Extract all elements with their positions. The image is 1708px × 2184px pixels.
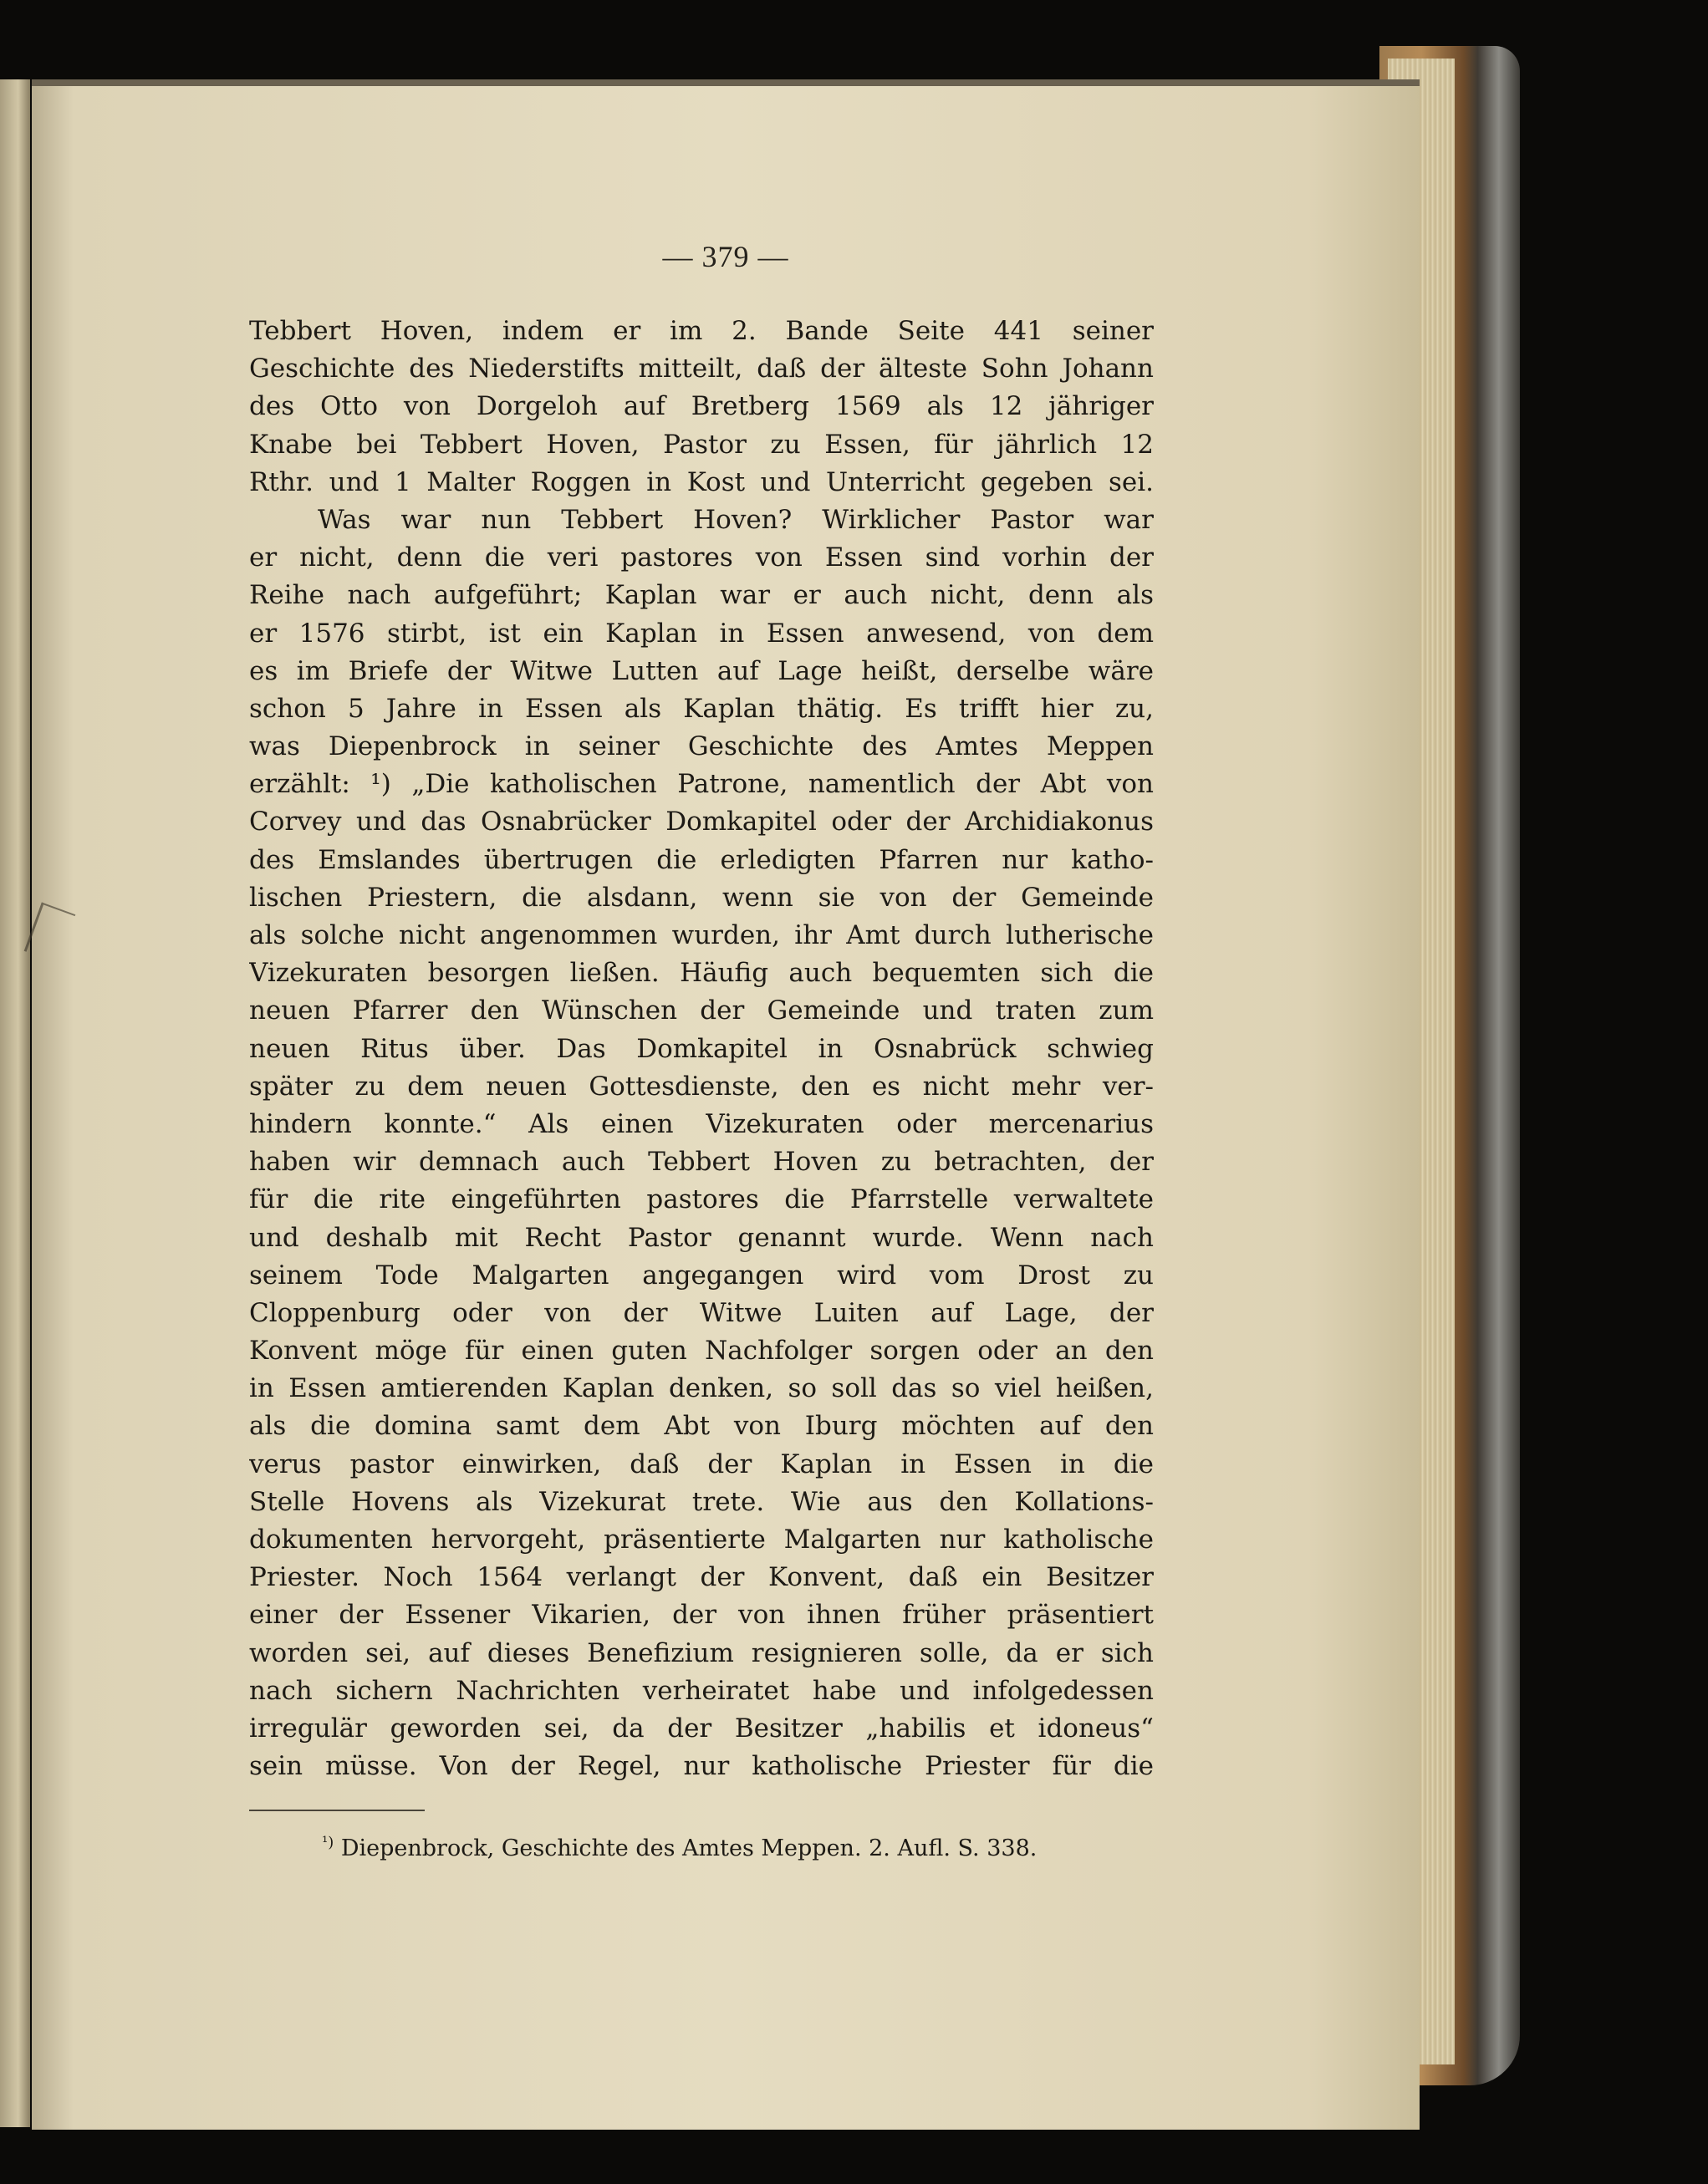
footnote: [322, 1826, 1158, 1866]
text-line: er 1576 stirbt, ist ein Kaplan in Essen anwesend, von dem: [249, 618, 1154, 649]
text-line: erzählt: ¹) „Die katholischen Patrone, namentlich der Abt von: [249, 769, 1154, 800]
text-line: verus pastor einwirken, daß der Kaplan in Essen in die: [249, 1448, 1154, 1479]
text-line: des Emslandes übertrugen die erledigten Pfarren nur katho-: [249, 844, 1154, 875]
text-line: lischen Priestern, die alsdann, wenn sie von der Gemeinde: [249, 882, 1154, 913]
text-line: Priester. Noch 1564 verlangt der Konvent, daß ein Besitzer: [249, 1562, 1154, 1593]
text-line: Geschichte des Niederstifts mitteilt, daß der älteste Sohn Johann: [249, 354, 1154, 384]
text-line: Knabe bei Tebbert Hoven, Pastor zu Essen, für jährlich 12: [249, 429, 1154, 460]
text-line: in Essen amtierenden Kaplan denken, so soll das so viel heißen,: [249, 1373, 1154, 1404]
footnote-rule: [249, 1810, 425, 1811]
text-line: Konvent möge für einen guten Nachfolger sorgen oder an den: [249, 1336, 1154, 1367]
text-line: es im Briefe der Witwe Lutten auf Lage heißt, derselbe wäre: [249, 655, 1154, 686]
text-line: haben wir demnach auch Tebbert Hoven zu betrachten, der: [249, 1147, 1154, 1178]
text-line: für die rite eingeführten pastores die Pfarrstelle verwaltete: [249, 1184, 1154, 1215]
text-line: einer der Essener Vikarien, der von ihnen früher präsentiert: [249, 1600, 1154, 1631]
text-line: Tebbert Hoven, indem er im 2. Bande Seite 441 seiner: [249, 316, 1154, 346]
text-line: was Diepenbrock in seiner Geschichte des Amtes Meppen: [249, 731, 1154, 762]
text-line: später zu dem neuen Gottesdienste, den es nicht mehr ver-: [249, 1071, 1154, 1102]
text-line: Reihe nach aufgeführt; Kaplan war er auch nicht, denn als: [249, 580, 1154, 611]
footnote-marker: ¹): [322, 1834, 334, 1851]
text-line: des Otto von Dorgeloh auf Bretberg 1569 als 12 jähriger: [249, 391, 1154, 422]
left-page-edge: [0, 79, 30, 2127]
text-line: irregulär geworden sei, da der Besitzer „habilis et idoneus“: [249, 1713, 1154, 1744]
text-line: Was war nun Tebbert Hoven? Wirklicher Pastor war: [318, 504, 1154, 535]
text-line: nach sichern Nachrichten verheiratet habe und infolgedessen: [249, 1675, 1154, 1706]
text-line: seinem Tode Malgarten angegangen wird vom Drost zu: [249, 1260, 1154, 1291]
text-line: schon 5 Jahre in Essen als Kaplan thätig. Es trifft hier zu,: [249, 693, 1154, 724]
body-text: [249, 313, 1154, 1785]
text-line: Vizekuraten besorgen ließen. Häufig auch bequemten sich die: [249, 958, 1154, 989]
text-line: worden sei, auf dieses Benefizium resignieren solle, da er sich: [249, 1637, 1154, 1668]
footnote-text: Diepenbrock, Geschichte des Amtes Meppen. 2. Aufl. S. 338.: [340, 1835, 1038, 1861]
text-line: als solche nicht angenommen wurden, ihr Amt durch lutherische: [249, 920, 1154, 950]
text-line: er nicht, denn die veri pastores von Essen sind vorhin der: [249, 542, 1154, 573]
text-line: dokumenten hervorgeht, präsentierte Malgarten nur katholische: [249, 1525, 1154, 1555]
text-line: hindern konnte.“ Als einen Vizekuraten oder mercenarius: [249, 1108, 1154, 1139]
text-line: sein müsse. Von der Regel, nur katholische Priester für die: [249, 1751, 1154, 1782]
text-line: Rthr. und 1 Malter Roggen in Kost und Unterricht gegeben sei.: [249, 466, 1154, 497]
text-line: neuen Ritus über. Das Domkapitel in Osnabrück schwieg: [249, 1033, 1154, 1064]
text-line: als die domina samt dem Abt von Iburg möchten auf den: [249, 1411, 1154, 1442]
text-line: Stelle Hovens als Vizekurat trete. Wie aus den Kollations-: [249, 1486, 1154, 1517]
text-line: neuen Pfarrer den Wünschen der Gemeinde und traten zum: [249, 995, 1154, 1026]
text-line: Cloppenburg oder von der Witwe Luiten auf Lage, der: [249, 1297, 1154, 1328]
page-number: — 379 —: [662, 240, 789, 273]
text-line: Corvey und das Osnabrücker Domkapitel oder der Archidiakonus: [249, 807, 1154, 837]
text-line: und deshalb mit Recht Pastor genannt wurde. Wenn nach: [249, 1222, 1154, 1253]
